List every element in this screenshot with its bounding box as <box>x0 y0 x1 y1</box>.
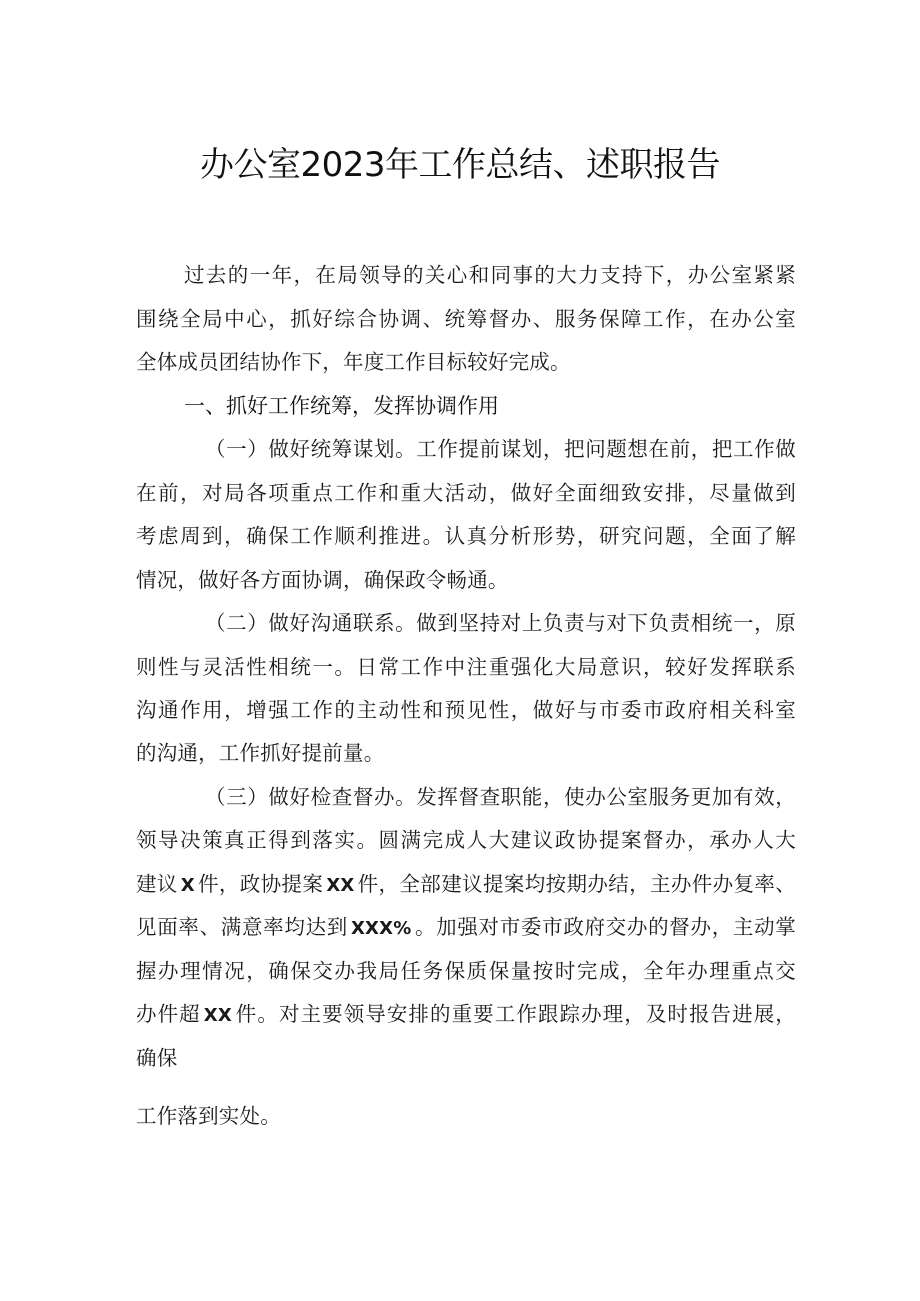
para3-line-1: （三）做好检查督办。发挥督查职能，使办公室服务更加有效， <box>205 785 796 809</box>
para2-line-2: 则性与灵活性相统一。日常工作中注重强化大局意识，较好发挥联系 <box>136 655 796 679</box>
placeholder-count: XX <box>326 875 355 896</box>
para3-line-8: 工作落到实处。 <box>136 1104 281 1128</box>
intro-line-2: 围绕全局中心，抓好综合协调、统筹督办、服务保障工作，在办公室 <box>136 307 796 331</box>
placeholder-count: XX <box>203 1005 232 1026</box>
intro-line-1: 过去的一年，在局领导的关心和同事的大力支持下，办公室紧紧 <box>184 263 796 287</box>
para1-line-2: 在前，对局各项重点工作和重大活动，做好全面细致安排，尽量做到 <box>136 481 796 505</box>
para3-line-5: 握办理情况，确保交办我局任务保质保量按时完成，全年办理重点交 <box>136 959 796 983</box>
text-run: 件，全部建议提案均按期办结，主办件办复率、 <box>357 872 797 896</box>
placeholder-percent: XXX% <box>350 918 412 939</box>
para3-line-3 <box>136 869 796 901</box>
para2-line-1: （二）做好沟通联系。做到坚持对上负责与对下负责相统一，原 <box>205 611 796 635</box>
text-run: 件。对主要领导安排的重要工作跟踪办理，及时报告进展， <box>234 1002 796 1026</box>
text-run: 建议 <box>136 872 178 896</box>
document-title: 办公室2023年工作总结、述职报告 <box>199 145 721 185</box>
text-run: 。加强对市委市政府交办的督办，主动掌 <box>414 915 796 939</box>
para3-line-7: 确保 <box>136 1046 178 1070</box>
text-run: 件，政协提案 <box>197 872 324 896</box>
section-heading: 一、抓好工作统筹，发挥协调作用 <box>184 394 499 418</box>
text-run: 办件超 <box>136 1002 201 1026</box>
text-run: 见面率、满意率均达到 <box>136 915 348 939</box>
para3-line-6 <box>136 999 796 1031</box>
para1-line-3: 考虑周到，确保工作顺利推进。认真分析形势，研究问题，全面了解 <box>136 524 796 548</box>
para3-line-4 <box>136 912 796 944</box>
para2-line-4: 的沟通，工作抓好提前量。 <box>136 741 385 765</box>
intro-line-3: 全体成员团结协作下，年度工作目标较好完成。 <box>136 350 571 374</box>
placeholder-count: X <box>180 875 195 896</box>
para2-line-3: 沟通作用，增强工作的主动性和预见性，做好与市委市政府相关科室 <box>136 698 796 722</box>
para1-line-4: 情况，做好各方面协调，确保政令畅通。 <box>136 568 509 592</box>
para3-line-2: 领导决策真正得到落实。圆满完成人大建议政协提案督办，承办人大 <box>136 828 796 852</box>
para1-line-1: （一）做好统筹谋划。工作提前谋划，把问题想在前，把工作做 <box>205 437 796 461</box>
